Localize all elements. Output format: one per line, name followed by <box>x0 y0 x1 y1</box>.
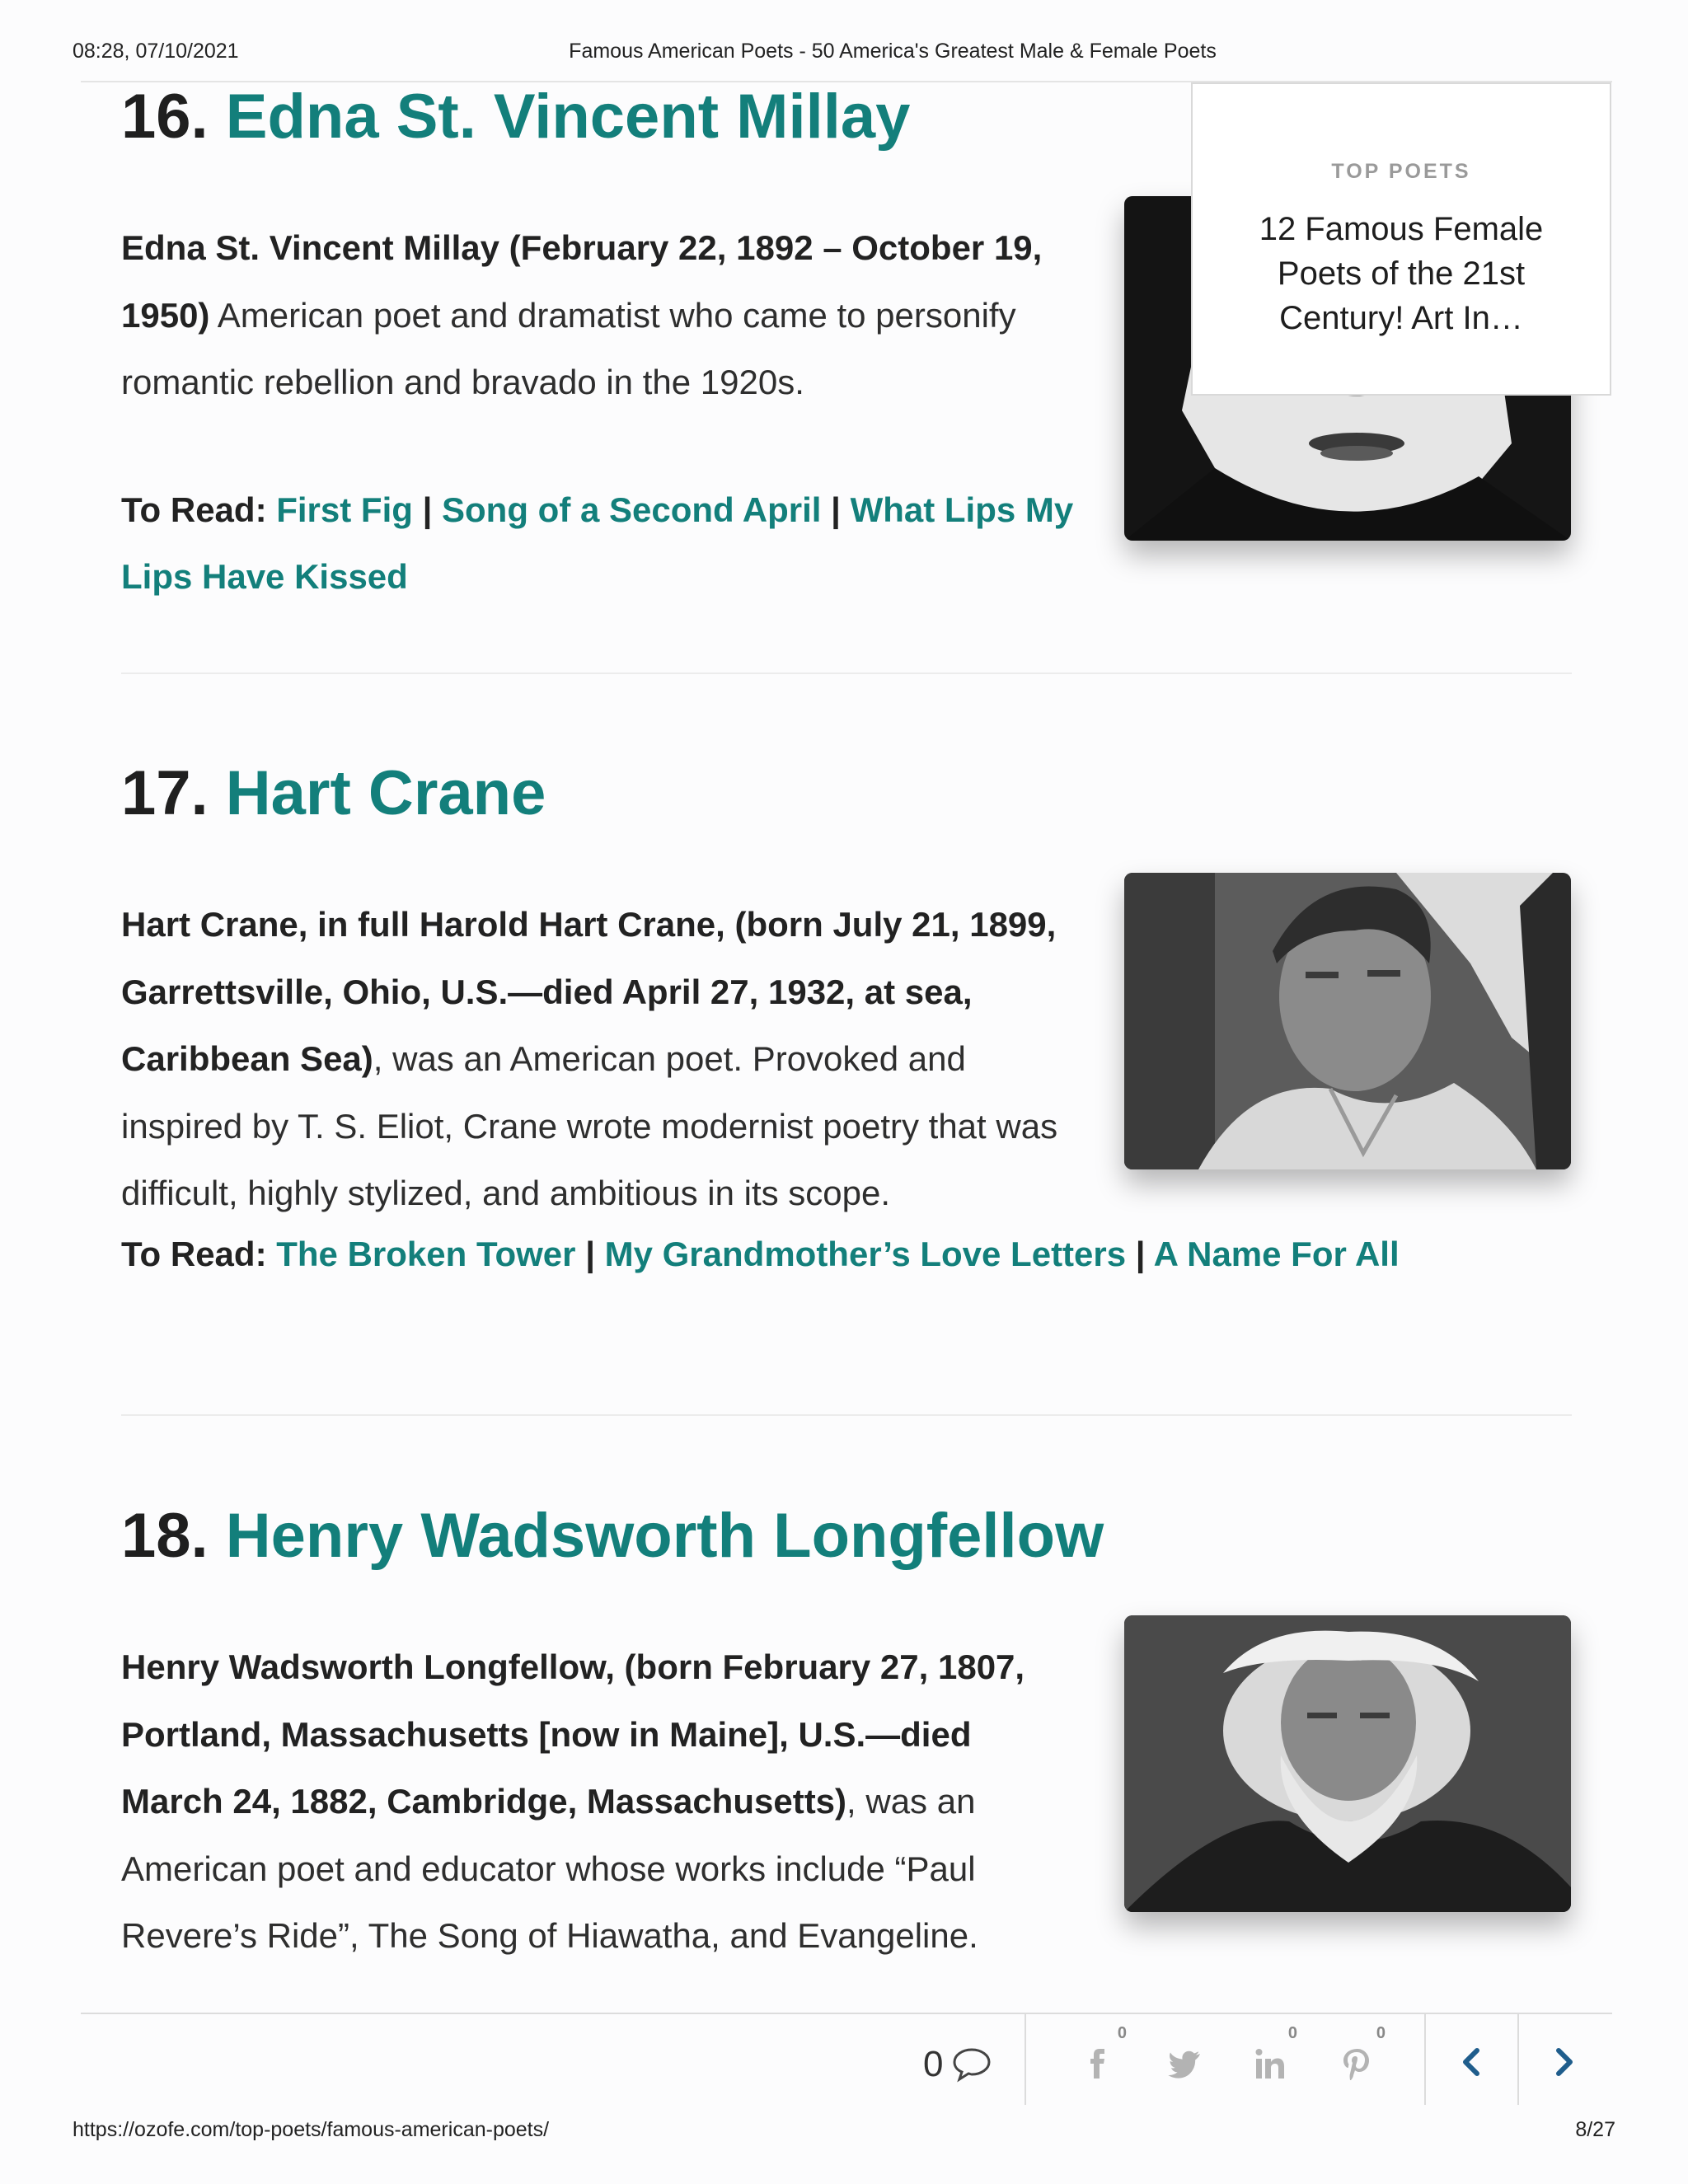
to-read-label: To Read: <box>121 490 267 529</box>
poet-heading <box>121 758 1572 828</box>
chevron-left-icon <box>1459 2046 1484 2079</box>
poet-bio-dates: Edna St. Vincent Millay (February 22, 1892 – October 19, 1950) <box>121 228 1043 335</box>
poet-number: 17. <box>121 758 209 828</box>
poet-bio <box>121 891 1094 1227</box>
linkedin-icon <box>1251 2046 1287 2082</box>
poet-bio-text: American poet and dramatist who came to personify romantic rebellion and bravado in the 1920s. <box>121 295 1016 401</box>
poet-name-link[interactable]: Edna St. Vincent Millay <box>225 82 911 152</box>
top-poets-promo-card[interactable] <box>1191 82 1611 396</box>
twitter-share-button[interactable] <box>1167 2046 1203 2082</box>
poet-bio-text: , was an American poet. Provoked and inspired by T. S. Eliot, Crane wrote modernist poetry that was difficult, highly stylized, and ambitious in its scope. <box>121 1039 1058 1212</box>
previous-page-button[interactable] <box>1447 2037 1496 2087</box>
poet-name-link[interactable]: Henry Wadsworth Longfellow <box>225 1501 1104 1571</box>
promo-title[interactable]: 12 Famous Female Poets of the 21st Century! Art In… <box>1259 211 1544 336</box>
poet-photo-crane <box>1124 873 1571 1169</box>
facebook-count: 0 <box>1117 2024 1127 2042</box>
linkedin-share-button[interactable] <box>1251 2024 1297 2082</box>
toolbar-rule <box>81 2013 1612 2014</box>
print-page-number: 8/27 <box>1575 2118 1615 2141</box>
to-read-label: To Read: <box>121 1235 267 1273</box>
poet-bio-dates: Hart Crane, in full Harold Hart Crane, (born July 21, 1899, Garrettsville, Ohio, U.S.—died April 27, 1932, at sea, Caribbean Sea) <box>121 905 1057 1078</box>
poem-link[interactable]: First Fig <box>276 490 413 529</box>
poet-number: 16. <box>121 82 209 152</box>
pinterest-icon <box>1339 2046 1376 2082</box>
print-url: https://ozofe.com/top-poets/famous-american-poets/ <box>73 2118 550 2141</box>
poem-link[interactable]: The Broken Tower <box>276 1235 576 1273</box>
comment-button[interactable] <box>923 2044 992 2085</box>
promo-kicker: TOP POETS <box>1331 160 1471 183</box>
comment-count: 0 <box>923 2044 944 2084</box>
share-toolbar <box>81 2013 1612 2105</box>
twitter-icon <box>1167 2046 1203 2082</box>
next-page-button[interactable] <box>1540 2037 1589 2087</box>
toolbar-separator <box>1025 2014 1026 2105</box>
toolbar-separator <box>1424 2014 1426 2105</box>
print-page-title: Famous American Poets - 50 America's Greatest Male & Female Poets <box>569 40 1217 63</box>
facebook-share-button[interactable] <box>1081 2024 1127 2082</box>
to-read <box>121 476 1110 610</box>
poet-bio <box>121 1633 1077 1970</box>
print-header <box>0 40 1688 68</box>
section-divider <box>121 1414 1572 1416</box>
poet-bio <box>121 214 1077 416</box>
poem-link[interactable]: Song of a Second April <box>442 490 822 529</box>
toolbar-separator <box>1517 2014 1519 2105</box>
poem-link[interactable]: My Grandmother’s Love Letters <box>604 1235 1127 1273</box>
poet-photo-longfellow <box>1124 1615 1571 1912</box>
link-separator: | <box>831 490 841 529</box>
pinterest-share-button[interactable] <box>1339 2024 1386 2082</box>
chevron-right-icon <box>1552 2046 1577 2079</box>
to-read <box>121 1221 1572 1287</box>
pinterest-count: 0 <box>1376 2024 1386 2042</box>
section-divider <box>121 673 1572 674</box>
poem-link[interactable]: A Name For All <box>1153 1235 1400 1273</box>
poet-name-link[interactable]: Hart Crane <box>225 758 546 828</box>
facebook-icon <box>1081 2046 1117 2082</box>
poet-bio-text: , was an American poet and educator whose works include “Paul Revere’s Ride”, The Song of Hiawatha, and Evangeline. <box>121 1782 978 1955</box>
poet-number: 18. <box>121 1501 209 1571</box>
linkedin-count: 0 <box>1287 2024 1297 2042</box>
comment-icon <box>951 2046 992 2083</box>
link-separator: | <box>1135 1235 1146 1273</box>
link-separator: | <box>422 490 433 529</box>
poem-link[interactable]: What Lips My Lips Have Kissed <box>121 490 1074 596</box>
poet-bio-dates: Henry Wadsworth Longfellow, (born February 27, 1807, Portland, Massachusetts [now in Maine], U.S.—died March 24, 1882, Cambridge, Massachusetts) <box>121 1647 1025 1821</box>
link-separator: | <box>585 1235 595 1273</box>
poet-heading <box>121 1501 1572 1571</box>
print-timestamp: 08:28, 07/10/2021 <box>73 40 239 63</box>
